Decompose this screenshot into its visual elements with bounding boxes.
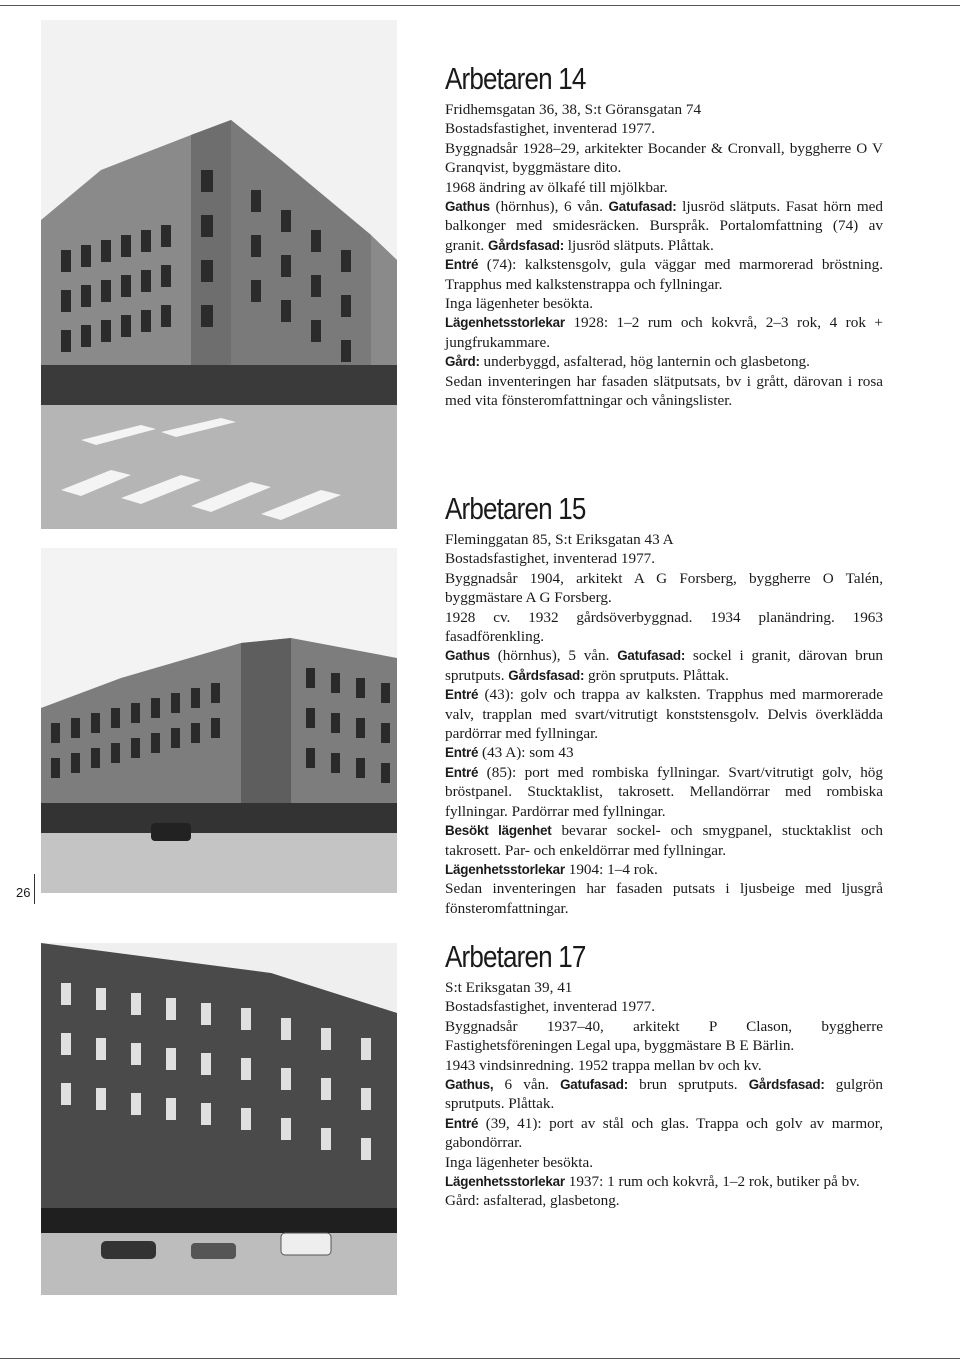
field-label: Gathus (445, 199, 490, 215)
entry-paragraph (445, 255, 883, 294)
entry-paragraph (445, 978, 883, 997)
entry-paragraph (445, 549, 883, 568)
field-text: 1937: 1 rum och kokvrå, 1–2 rok, butiker på bv. (564, 1173, 860, 1191)
field-text: Fridhemsgatan 36, 38, S:t Göransgatan 74 (445, 101, 702, 118)
entry-title: Arbetaren 17 (445, 939, 586, 974)
field-label: Gatufasad: (617, 648, 686, 664)
entry-paragraph (445, 821, 883, 860)
page-number: 26 (16, 885, 31, 900)
entry-paragraph (445, 1172, 883, 1191)
entry-paragraph (445, 1056, 883, 1075)
entry-paragraph (445, 119, 883, 138)
entry-title: Arbetaren 14 (445, 61, 586, 96)
field-label: Gathus, (445, 1077, 494, 1093)
field-label: Lägenhetsstorlekar (445, 1174, 565, 1190)
field-text: (43 A): som 43 (478, 744, 574, 762)
field-text: 6 vån. (493, 1076, 561, 1094)
field-text: Bostadsfastighet, inventerad 1977. (445, 550, 656, 568)
field-text: Byggnadsår 1904, arkitekt A G Forsberg, byggherre O Talén, byggmästare A G Forsberg. (445, 569, 883, 607)
field-text: Byggnadsår 1937–40, arkitekt P Clason, byggherre Fastighetsföreningen Legal upa, byggmästare B E Bärlin. (445, 1017, 883, 1055)
entry-paragraph (445, 763, 883, 821)
entry-paragraph (445, 139, 883, 178)
entry-body (445, 100, 883, 411)
field-text: Fleminggatan 85, S:t Eriksgatan 43 A (445, 531, 674, 548)
entry-paragraph (445, 860, 883, 879)
entry-arbetaren-15 (445, 492, 883, 918)
entry-title: Arbetaren 15 (445, 491, 586, 526)
field-text: Bostadsfastighet, inventerad 1977. (445, 998, 656, 1016)
field-text: ljusröd slätputs. Plåttak. (563, 236, 714, 254)
entry-arbetaren-14 (445, 62, 883, 411)
field-label: Entré (445, 687, 479, 703)
field-text: S:t Eriksgatan 39, 41 (445, 979, 573, 996)
field-label: Gårdsfasad: (748, 1077, 825, 1093)
building-photo-arbetaren-17 (41, 943, 397, 1295)
entry-paragraph (445, 1153, 883, 1172)
entry-paragraph (445, 372, 883, 411)
field-label: Gathus (445, 648, 490, 664)
entry-paragraph (445, 879, 883, 918)
building-photo-arbetaren-14 (41, 20, 397, 529)
field-text: Gård: asfalterad, glasbetong. (445, 1192, 620, 1210)
entry-paragraph (445, 997, 883, 1016)
entry-arbetaren-17 (445, 940, 883, 1211)
entry-paragraph (445, 608, 883, 647)
field-label: Gatufasad: (560, 1077, 629, 1093)
field-text: 1943 vindsinredning. 1952 trappa mellan bv och kv. (445, 1056, 762, 1074)
entry-paragraph (445, 197, 883, 255)
field-text: (43): golv och trappa av kalksten. Trapphus med marmorerade valv, trapplan med svart/vitrutigt konststensgolv. Delvis överklädda pardörrar med fyllningar. (445, 686, 883, 743)
entry-body (445, 530, 883, 918)
field-text: gulgrön sprutputs. Plåttak. (445, 1076, 884, 1113)
field-text: Bostadsfastighet, inventerad 1977. (445, 120, 656, 138)
field-label: Gård: (445, 354, 480, 370)
bottom-rule (0, 1358, 960, 1359)
entry-paragraph (445, 743, 883, 762)
field-label: Entré (445, 257, 479, 273)
entry-paragraph (445, 1114, 883, 1153)
field-label: Entré (445, 745, 479, 761)
entry-paragraph (445, 685, 883, 743)
field-text: (74): kalkstensgolv, gula väggar med marmorerad bröstning. Trapphus med kalkstenstrappa och fyllningar. (445, 256, 883, 293)
top-rule (0, 5, 960, 6)
building-photo-arbetaren-15 (41, 548, 397, 893)
field-text: (39, 41): port av stål och glas. Trappa och golv av marmor, gabondörrar. (445, 1114, 883, 1152)
entry-paragraph (445, 294, 883, 313)
field-text: underbyggd, asfalterad, hög lanternin och glasbetong. (479, 353, 810, 371)
entry-paragraph (445, 313, 883, 352)
field-text: sockel i granit, därovan brun sprutputs. (445, 647, 884, 684)
field-text: Sedan inventeringen har fasaden putsats i ljusbeige med ljusgrå fönsteromfattningar. (445, 880, 883, 917)
entry-paragraph (445, 352, 883, 371)
field-label: Entré (445, 1115, 479, 1131)
field-label: Gårdsfasad: (488, 237, 564, 253)
field-label: Besökt lägenhet (445, 823, 552, 839)
entry-paragraph (445, 178, 883, 197)
entry-paragraph (445, 1017, 883, 1056)
field-text: 1904: 1–4 rok. (564, 860, 658, 878)
field-label: Gårdsfasad: (508, 667, 585, 683)
field-text: (hörnhus), 6 vån. (489, 198, 609, 216)
field-text: grön sprutputs. Plåttak. (584, 666, 729, 684)
field-text: ljusröd slätputs. Fasat hörn med balkonger med smidesräcken. Burspråk. Portalomfattning (74) av granit. (445, 198, 883, 254)
field-text: Inga lägenheter besökta. (445, 295, 594, 313)
field-text: 1928 cv. 1932 gårdsöverbyggnad. 1934 planändring. 1963 fasadförenkling. (445, 608, 883, 646)
field-text: Sedan inventeringen har fasaden slätputsats, bv i grått, därovan i rosa med vita fönsteromfattningar och våningslister. (445, 372, 883, 410)
field-text: Inga lägenheter besökta. (445, 1153, 594, 1171)
field-label: Lägenhetsstorlekar (445, 861, 565, 877)
field-text: bevarar sockel- och smygpanel, stucktaklist och takrosett. Par- och enkeldörrar med fyllningar. (445, 822, 883, 859)
entry-body (445, 978, 883, 1211)
field-text: 1968 ändring av ölkafé till mjölkbar. (445, 178, 668, 196)
field-label: Gatufasad: (608, 199, 677, 215)
page-number-rule (34, 874, 35, 904)
entry-paragraph (445, 100, 883, 119)
field-text: brun sprutputs. (628, 1076, 749, 1094)
field-text: Byggnadsår 1928–29, arkitekter Bocander & Cronvall, byggherre O V Granqvist, byggmästare dito. (445, 139, 883, 177)
entry-paragraph (445, 1191, 883, 1210)
field-text: 1928: 1–2 rum och kokvrå, 2–3 rok, 4 rok + jungfrukammare. (445, 314, 883, 351)
entry-paragraph (445, 1075, 883, 1114)
field-text: (85): port med rombiska fyllningar. Svart/vitrutigt golv, hög bröstpanel. Stucktaklist, takrosett. Mellandörrar med rombiska fyllningar. Pardörrar med fyllningar. (445, 763, 883, 820)
field-text: (hörnhus), 5 vån. (489, 647, 618, 665)
field-label: Entré (445, 764, 479, 780)
entry-paragraph (445, 646, 883, 685)
entry-paragraph (445, 569, 883, 608)
entry-paragraph (445, 530, 883, 549)
field-label: Lägenhetsstorlekar (445, 315, 565, 331)
